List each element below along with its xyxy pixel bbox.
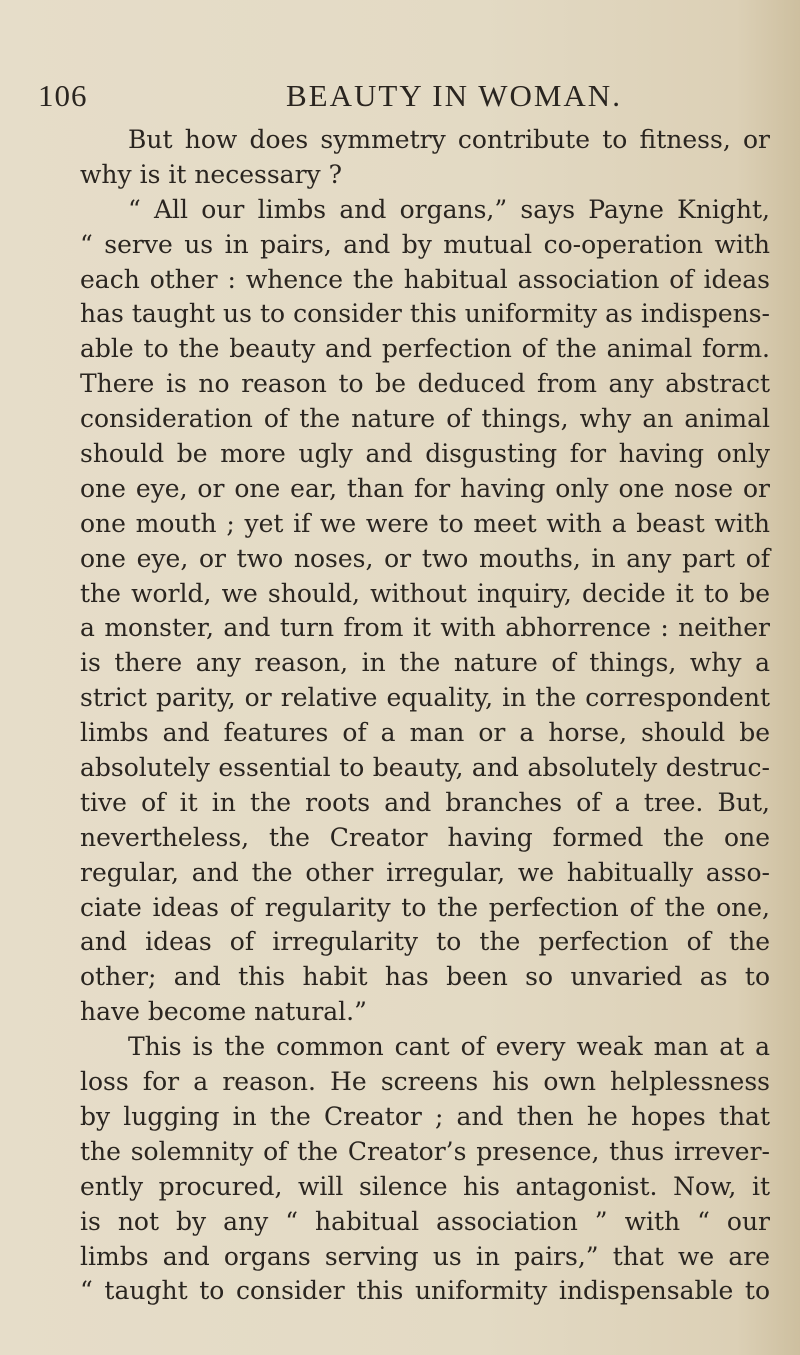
text-line: is not by any “ habitual association ” with “ our [80,1206,770,1236]
text-line: one mouth ; yet if we were to meet with a beast with [80,508,770,538]
text-line: the solemnity of the Creator’s presence, thus irrever- [80,1136,770,1166]
text-line: why is it necessary ? [80,159,343,189]
text-line: limbs and features of a man or a horse, should be [80,718,770,748]
text-line: a monster, and turn from it with abhorrence : neither [80,613,770,643]
body-text [80,123,770,1309]
text-line: the world, we should, without inquiry, decide it to be [80,578,770,608]
text-line: other; and this habit has been so unvaried as to [80,962,770,992]
text-line: is there any reason, in the nature of things, why a [80,648,770,678]
text-line: one eye, or two noses, or two mouths, in any part of [80,543,770,573]
text-line: and ideas of irregularity to the perfection of the [80,927,770,957]
text-line: absolutely essential to beauty, and absolutely destruc- [80,753,770,783]
text-line: has taught us to consider this uniformity as indispens- [80,299,770,329]
text-line: by lugging in the Creator ; and then he hopes that [80,1101,770,1131]
text-line: “ All our limbs and organs,” says Payne Knight, [128,194,770,224]
running-title: BEAUTY IN WOMAN. [286,78,622,113]
text-line: regular, and the other irregular, we habitually asso- [80,857,770,887]
text-line: This is the common cant of every weak man at a [128,1032,770,1062]
text-line: have become natural.” [80,997,367,1027]
text-line: “ serve us in pairs, and by mutual co-operation with [80,229,770,259]
text-line: nevertheless, the Creator having formed the one [80,822,770,852]
text-line: one eye, or one ear, than for having only one nose or [80,473,770,503]
text-line: loss for a reason. He screens his own helplessness [80,1067,770,1097]
text-line: “ taught to consider this uniformity indispensable to [80,1276,770,1306]
text-line: consideration of the nature of things, why an animal [80,404,770,434]
text-line: There is no reason to be deduced from any abstract [80,369,770,399]
text-line: ently procured, will silence his antagonist. Now, it [80,1171,770,1201]
running-head [0,78,800,118]
text-line: strict parity, or relative equality, in the correspondent [80,683,770,713]
text-line: limbs and organs serving us in pairs,” that we are [80,1241,770,1271]
page-number: 106 [38,78,88,113]
text-line: each other : whence the habitual association of ideas [80,264,770,294]
text-line: able to the beauty and perfection of the animal form. [80,334,770,364]
text-line: ciate ideas of regularity to the perfection of the one, [80,892,770,922]
text-line: should be more ugly and disgusting for having only [80,439,770,469]
text-line: tive of it in the roots and branches of a tree. But, [80,787,770,817]
text-line: But how does symmetry contribute to fitness, or [128,125,770,154]
